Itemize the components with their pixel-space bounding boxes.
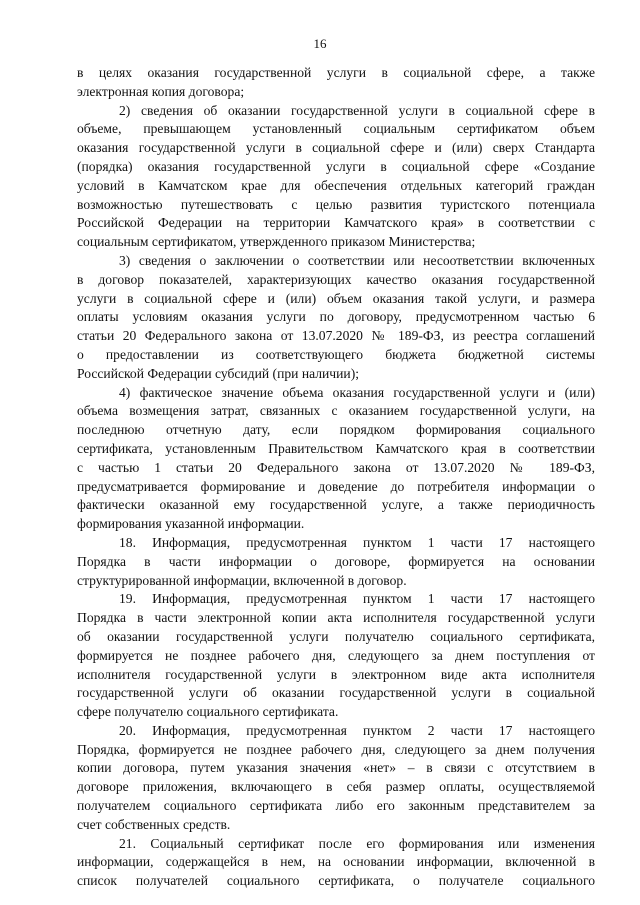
paragraph-section-20 [77,722,595,835]
paragraph-line: фактически оказанной ему государственной услуге, а также периодичность [77,497,595,513]
paragraph-line: Порядка, формируется не позднее рабочего дня, следующего за днем получения [77,741,595,757]
paragraph-line: сфере получателю социального сертификата. [77,704,339,720]
paragraph-line: счет собственных средств. [77,816,231,832]
paragraph-line: информации, содержащейся в нем, на основании информации, включенной в [77,854,595,870]
paragraph-line: предусматривается формирование и доведение до потребителя информации о [77,478,595,494]
paragraph-continuation [77,64,595,102]
paragraph-line: Порядка в части электронной копии акта исполнителя государственной услуги [77,610,595,626]
paragraph-line: в договор показателей, характеризующих качество оказания государственной [77,271,595,287]
paragraph-section-18 [77,534,595,590]
paragraph-line: 20. Информация, предусмотренная пунктом 2 части 17 настоящего [119,722,595,738]
paragraph-line: получателем социального сертификата либо его законным представителем за [77,798,595,814]
document-body [77,64,595,891]
paragraph-line: статьи 20 Федерального закона от 13.07.2020 № 189-ФЗ, из реестра соглашений [77,328,595,344]
page-number: 16 [313,36,327,51]
paragraph-section-21 [77,835,595,891]
paragraph-line: копии договора, путем указания значения «нет» – в связи с отсутствием в [77,760,595,776]
paragraph-line: Российской Федерации субсидий (при наличии); [77,365,359,381]
paragraph-line: формируется не позднее рабочего дня, следующего за днем поступления от [77,647,595,663]
paragraph-line: 18. Информация, предусмотренная пунктом 1 части 17 настоящего [119,534,595,550]
paragraph-line: оказания государственной услуги в социальной сфере и (или) сверх Стандарта [77,140,595,156]
paragraph-line: 21. Социальный сертификат после его формирования или изменения [119,835,595,851]
paragraph-line: государственной услуги об оказании государственной услуги в социальной [77,685,595,701]
paragraph-line: с частью 1 статьи 20 Федерального закона от 13.07.2020 № 189-ФЗ, [77,459,595,475]
paragraph-line: 4) фактическое значение объема оказания государственной услуги и (или) [119,384,595,400]
paragraph-line: формирования указанной информации. [77,516,305,532]
paragraph-line: возможностью путешествовать с целью развития туристского потенциала [77,196,595,212]
paragraph-line: 19. Информация, предусмотренная пунктом 1 части 17 настоящего [119,591,595,607]
paragraph-line: электронная копия договора; [77,83,245,99]
paragraph-item-3 [77,252,595,384]
paragraph-line: последнюю отчетную дату, если порядком формирования социального [77,422,595,438]
paragraph-line: в целях оказания государственной услуги в социальной сфере, а также [77,65,595,80]
paragraph-line: Порядка в части информации о договоре, формируется на основании [77,553,595,569]
paragraph-section-19 [77,590,595,722]
paragraph-line: Российской Федерации на территории Камчатского края» в соответствии с [77,215,595,231]
paragraph-line: 2) сведения об оказании государственной услуги в социальной сфере в [119,102,595,118]
paragraph-line: договоре приложения, включающего в себя размер оплаты, осуществляемой [77,779,595,795]
paragraph-item-2 [77,102,595,252]
paragraph-line: (порядка) оказания государственной услуги в социальной сфере «Создание [77,158,595,174]
paragraph-line: объема возмещения затрат, связанных с оказанием государственной услуги, на [77,403,595,419]
paragraph-line: социальным сертификатом, утвержденного приказом Министерства; [77,234,476,250]
paragraph-line: сертификата, установленным Правительством Камчатского края в соответствии [77,440,595,456]
paragraph-line: список получателей социального сертификата, о получателе социального [77,873,595,889]
paragraph-line: услуги в социальной сфере и (или) объем оказания такой услуги, и размера [77,290,595,306]
paragraph-line: 3) сведения о заключении о соответствии или несоответствии включенных [119,252,595,268]
paragraph-item-4 [77,384,595,534]
paragraph-line: структурированной информации, включенной в договор. [77,572,407,588]
paragraph-line: исполнителя государственной услуги в электронном виде акта исполнителя [77,666,595,682]
paragraph-line: условий в Камчатском крае для обеспечения отдельных категорий граждан [77,177,595,193]
paragraph-line: объеме, превышающем установленный социальным сертификатом объем [77,121,595,137]
paragraph-line: о предоставлении из соответствующего бюджета бюджетной системы [77,346,595,362]
paragraph-line: об оказании государственной услуги получателю социального сертификата, [77,628,595,644]
paragraph-line: оплаты условиям оказания услуги по договору, предусмотренном частью 6 [77,309,595,325]
